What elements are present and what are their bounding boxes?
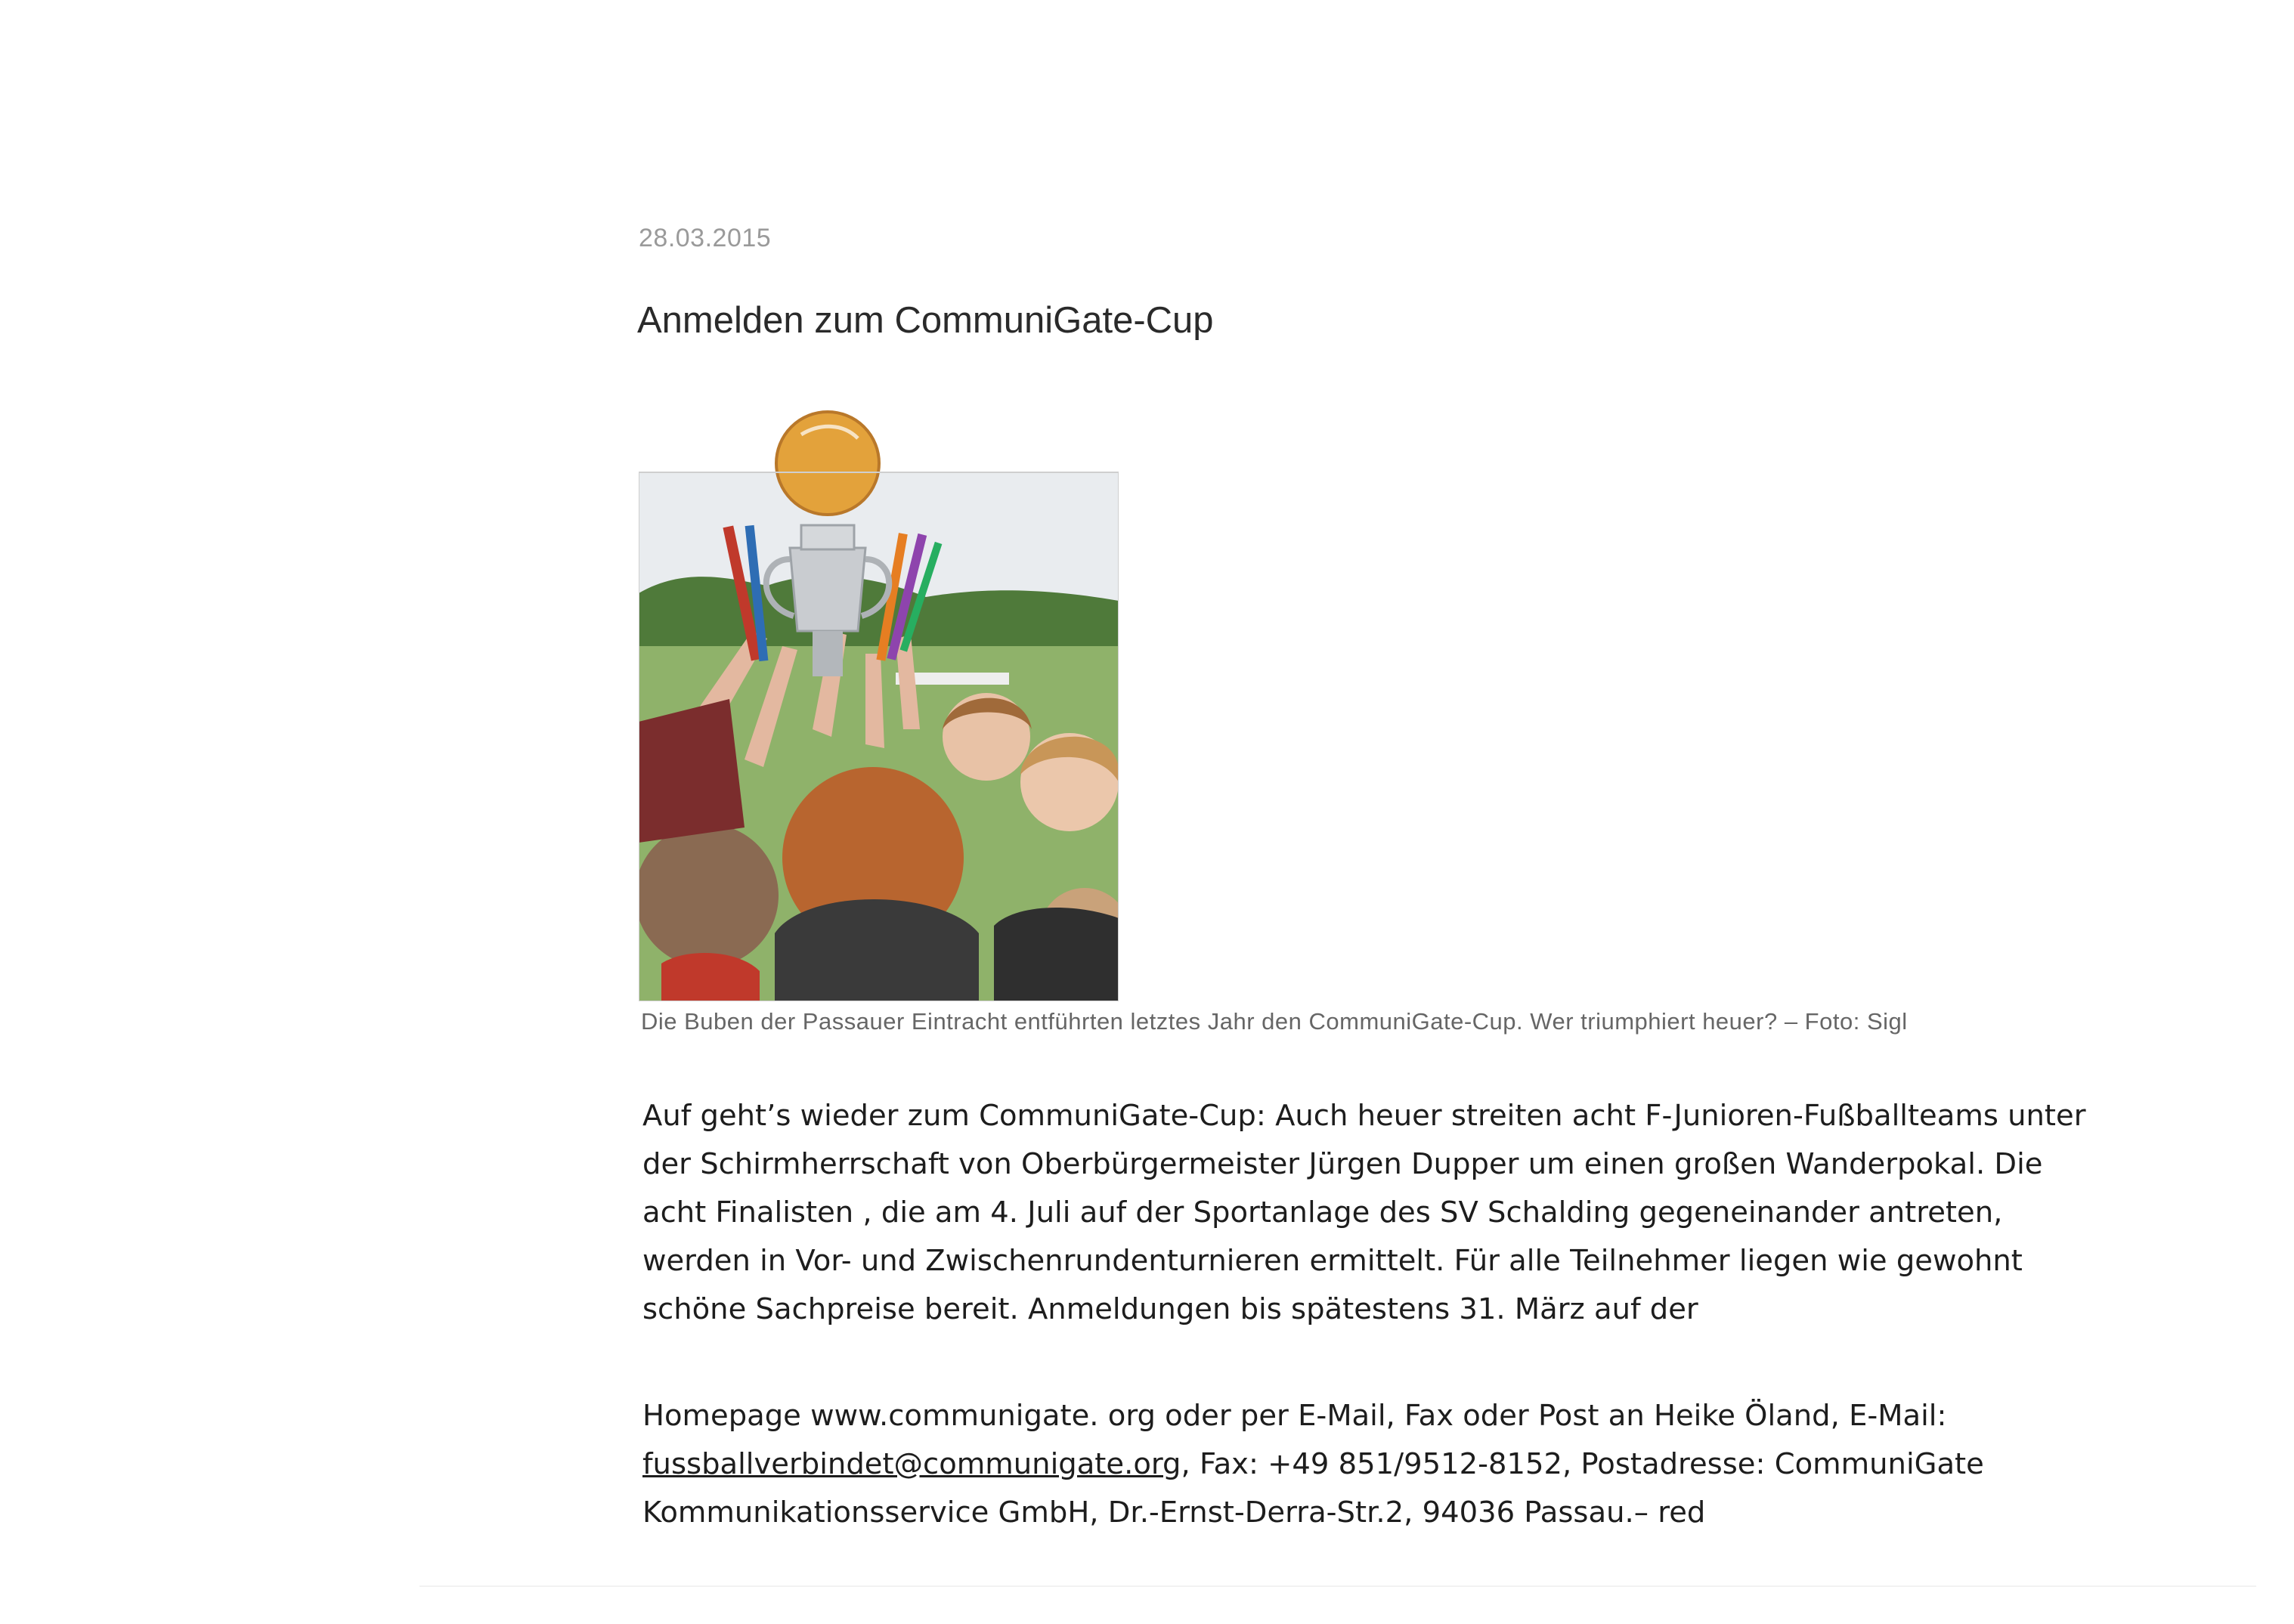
photo-caption: Die Buben der Passauer Eintracht entführten letztes Jahr den CommuniGate-Cup. Wer triumphiert heuer? – Foto: Sigl (641, 1008, 1908, 1035)
email-link[interactable]: fussballverbindet@communigate.org (642, 1447, 1181, 1481)
contact-text: , Fax: +49 851/9512-8152, Postadresse: CommuniGate (1181, 1447, 1984, 1481)
photo-icon (639, 404, 1119, 1001)
article-paragraph-1 (642, 1092, 2116, 1334)
article-paragraph-2 (642, 1392, 2116, 1537)
page-divider (419, 1585, 2256, 1587)
paragraph-line: der Schirmherrschaft von Oberbürgermeister Jürgen Dupper um einen großen Wanderpokal. Die (642, 1147, 2043, 1181)
paragraph-line: schöne Sachpreise bereit. Anmeldungen bis spätestens 31. März auf der (642, 1292, 1698, 1326)
paragraph-line: Auf geht’s wieder zum CommuniGate-Cup: Auch heuer streiten acht F-Junioren-Fußballteams unter (642, 1099, 2086, 1133)
paragraph-line: werden in Vor- und Zwischenrundenturnieren ermittelt. Für alle Teilnehmer liegen wie gewohnt (642, 1244, 2023, 1278)
article-date: 28.03.2015 (639, 224, 772, 252)
article-headline: Anmelden zum CommuniGate-Cup (637, 300, 1214, 341)
paragraph-line: Homepage www.communigate. org oder per E-Mail, Fax oder Post an Heike Öland, E-Mail: (642, 1399, 1947, 1433)
paragraph-line: Kommunikationsservice GmbH, Dr.-Ernst-Derra-Str.2, 94036 Passau.– red (642, 1496, 1706, 1530)
article-photo (639, 404, 1119, 1001)
paragraph-line: acht Finalisten , die am 4. Juli auf der Sportanlage des SV Schalding gegeneinander antreten, (642, 1196, 2003, 1230)
paragraph-line (642, 1440, 2116, 1489)
